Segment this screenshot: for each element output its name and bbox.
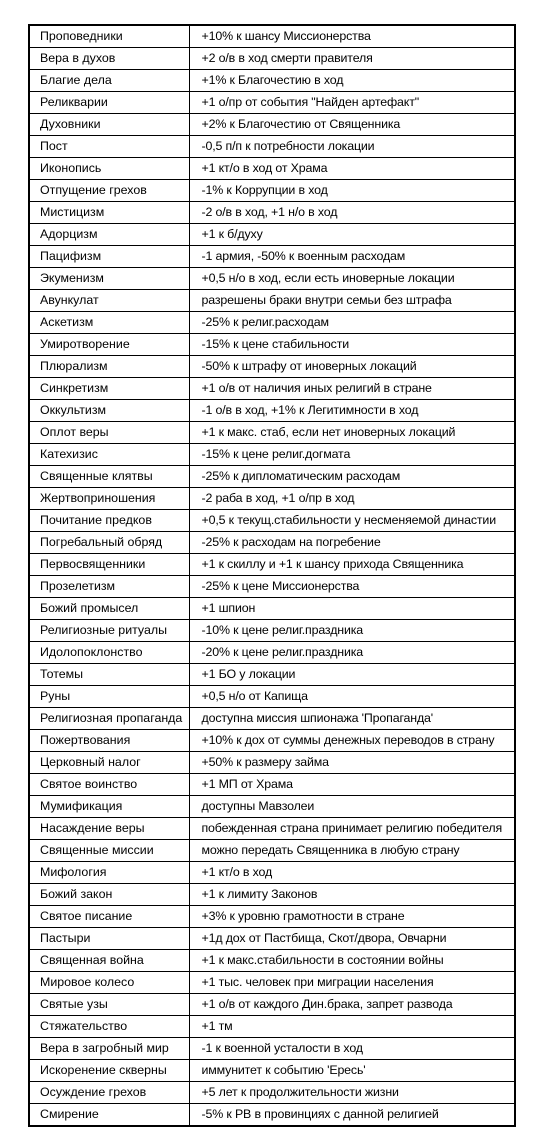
doctrine-name-cell: Искоренение скверны <box>29 1060 189 1082</box>
table-row <box>29 400 515 422</box>
doctrine-effect-cell: -25% к религ.расходам <box>189 312 515 334</box>
doctrine-effect-cell: можно передать Священника в любую страну <box>189 840 515 862</box>
doctrine-name-cell: Святое писание <box>29 906 189 928</box>
doctrine-effect-cell: +1 тыс. человек при миграции населения <box>189 972 515 994</box>
doctrine-name-cell: Экуменизм <box>29 268 189 290</box>
table-row <box>29 422 515 444</box>
doctrine-name-cell: Священные миссии <box>29 840 189 862</box>
doctrine-table-container <box>28 24 514 1127</box>
table-row <box>29 774 515 796</box>
doctrine-effect-cell: разрешены браки внутри семьи без штрафа <box>189 290 515 312</box>
doctrine-name-cell: Религиозная пропаганда <box>29 708 189 730</box>
doctrine-name-cell: Мистицизм <box>29 202 189 224</box>
table-row <box>29 862 515 884</box>
table-row <box>29 928 515 950</box>
doctrine-effect-cell: +1 о/в от каждого Дин.брака, запрет развода <box>189 994 515 1016</box>
table-row <box>29 532 515 554</box>
doctrine-table-body <box>29 25 515 1126</box>
doctrine-name-cell: Авункулат <box>29 290 189 312</box>
table-row <box>29 664 515 686</box>
doctrine-name-cell: Мировое колесо <box>29 972 189 994</box>
table-row <box>29 488 515 510</box>
doctrine-name-cell: Катехизис <box>29 444 189 466</box>
doctrine-effect-cell: +3% к уровню грамотности в стране <box>189 906 515 928</box>
doctrine-name-cell: Церковный налог <box>29 752 189 774</box>
doctrine-effect-cell: иммунитет к событию 'Ересь' <box>189 1060 515 1082</box>
table-row <box>29 268 515 290</box>
doctrine-effect-cell: побежденная страна принимает религию победителя <box>189 818 515 840</box>
table-row <box>29 708 515 730</box>
table-row <box>29 158 515 180</box>
doctrine-effect-cell: +2% к Благочестию от Священника <box>189 114 515 136</box>
table-row <box>29 202 515 224</box>
doctrine-name-cell: Почитание предков <box>29 510 189 532</box>
doctrine-effect-cell: +50% к размеру займа <box>189 752 515 774</box>
table-row <box>29 994 515 1016</box>
doctrine-name-cell: Реликварии <box>29 92 189 114</box>
doctrine-name-cell: Божий промысел <box>29 598 189 620</box>
doctrine-name-cell: Первосвященники <box>29 554 189 576</box>
doctrine-name-cell: Пожертвования <box>29 730 189 752</box>
doctrine-name-cell: Отпущение грехов <box>29 180 189 202</box>
doctrine-effect-cell: +10% к шансу Миссионерства <box>189 25 515 48</box>
table-row <box>29 114 515 136</box>
doctrine-name-cell: Святое воинство <box>29 774 189 796</box>
doctrine-effect-cell: -1% к Коррупции в ход <box>189 180 515 202</box>
doctrine-effect-cell: -20% к цене религ.праздника <box>189 642 515 664</box>
doctrine-effect-cell: +1 к скиллу и +1 к шансу прихода Священника <box>189 554 515 576</box>
table-row <box>29 224 515 246</box>
doctrine-effect-cell: -25% к дипломатическим расходам <box>189 466 515 488</box>
doctrine-name-cell: Плюрализм <box>29 356 189 378</box>
doctrine-name-cell: Мумификация <box>29 796 189 818</box>
table-row <box>29 290 515 312</box>
doctrine-effect-cell: +1 МП от Храма <box>189 774 515 796</box>
doctrine-name-cell: Адорцизм <box>29 224 189 246</box>
table-row <box>29 334 515 356</box>
doctrine-effect-cell: +1д дох от Пастбища, Скот/двора, Овчарни <box>189 928 515 950</box>
doctrine-effect-cell: -15% к цене стабильности <box>189 334 515 356</box>
doctrine-effect-cell: доступна миссия шпионажа 'Пропаганда' <box>189 708 515 730</box>
table-row <box>29 1104 515 1127</box>
table-row <box>29 25 515 48</box>
doctrine-name-cell: Погребальный обряд <box>29 532 189 554</box>
doctrine-effect-cell: доступны Мавзолеи <box>189 796 515 818</box>
doctrine-effect-cell: +1 БО у локации <box>189 664 515 686</box>
doctrine-name-cell: Аскетизм <box>29 312 189 334</box>
doctrine-effect-cell: +1 о/в от наличия иных религий в стране <box>189 378 515 400</box>
doctrine-effect-cell: +1 к макс.стабильности в состоянии войны <box>189 950 515 972</box>
doctrine-effect-cell: +0,5 н/о в ход, если есть иноверные локации <box>189 268 515 290</box>
doctrine-effect-cell: -15% к цене религ.догмата <box>189 444 515 466</box>
doctrine-name-cell: Священные клятвы <box>29 466 189 488</box>
doctrine-name-cell: Вера в духов <box>29 48 189 70</box>
table-row <box>29 906 515 928</box>
doctrine-effect-cell: +2 о/в в ход смерти правителя <box>189 48 515 70</box>
doctrine-name-cell: Оплот веры <box>29 422 189 444</box>
table-row <box>29 796 515 818</box>
doctrine-effect-cell: +1% к Благочестию в ход <box>189 70 515 92</box>
doctrine-name-cell: Божий закон <box>29 884 189 906</box>
doctrine-name-cell: Тотемы <box>29 664 189 686</box>
table-row <box>29 444 515 466</box>
doctrine-name-cell: Мифология <box>29 862 189 884</box>
doctrine-name-cell: Жертвоприношения <box>29 488 189 510</box>
table-row <box>29 312 515 334</box>
doctrine-name-cell: Идолопоклонство <box>29 642 189 664</box>
doctrine-name-cell: Проповедники <box>29 25 189 48</box>
doctrine-name-cell: Пост <box>29 136 189 158</box>
table-row <box>29 1082 515 1104</box>
table-row <box>29 686 515 708</box>
table-row <box>29 1038 515 1060</box>
table-row <box>29 950 515 972</box>
doctrine-name-cell: Прозелетизм <box>29 576 189 598</box>
doctrine-effect-cell: +1 о/пр от события "Найден артефакт" <box>189 92 515 114</box>
doctrine-effect-cell: +1 кт/о в ход <box>189 862 515 884</box>
table-row <box>29 818 515 840</box>
doctrine-effect-cell: +1 шпион <box>189 598 515 620</box>
doctrine-name-cell: Оккультизм <box>29 400 189 422</box>
table-row <box>29 48 515 70</box>
table-row <box>29 466 515 488</box>
doctrine-table <box>28 24 516 1127</box>
doctrine-name-cell: Пацифизм <box>29 246 189 268</box>
doctrine-name-cell: Святые узы <box>29 994 189 1016</box>
table-row <box>29 642 515 664</box>
table-row <box>29 884 515 906</box>
table-row <box>29 378 515 400</box>
doctrine-name-cell: Руны <box>29 686 189 708</box>
doctrine-effect-cell: +1 кт/о в ход от Храма <box>189 158 515 180</box>
table-row <box>29 70 515 92</box>
doctrine-effect-cell: +0,5 к текущ.стабильности у несменяемой династии <box>189 510 515 532</box>
table-row <box>29 840 515 862</box>
doctrine-name-cell: Синкретизм <box>29 378 189 400</box>
table-row <box>29 598 515 620</box>
table-row <box>29 1016 515 1038</box>
doctrine-effect-cell: +5 лет к продолжительности жизни <box>189 1082 515 1104</box>
table-row <box>29 356 515 378</box>
doctrine-name-cell: Насаждение веры <box>29 818 189 840</box>
doctrine-name-cell: Смирение <box>29 1104 189 1127</box>
doctrine-effect-cell: -10% к цене религ.праздника <box>189 620 515 642</box>
doctrine-effect-cell: +1 к лимиту Законов <box>189 884 515 906</box>
doctrine-effect-cell: -1 армия, -50% к военным расходам <box>189 246 515 268</box>
doctrine-name-cell: Благие дела <box>29 70 189 92</box>
table-row <box>29 1060 515 1082</box>
table-row <box>29 576 515 598</box>
doctrine-name-cell: Вера в загробный мир <box>29 1038 189 1060</box>
doctrine-name-cell: Пастыри <box>29 928 189 950</box>
table-row <box>29 246 515 268</box>
doctrine-effect-cell: -25% к расходам на погребение <box>189 532 515 554</box>
table-row <box>29 180 515 202</box>
doctrine-effect-cell: -50% к штрафу от иноверных локаций <box>189 356 515 378</box>
doctrine-effect-cell: +10% к дох от суммы денежных переводов в страну <box>189 730 515 752</box>
doctrine-effect-cell: -0,5 п/п к потребности локации <box>189 136 515 158</box>
doctrine-effect-cell: +1 тм <box>189 1016 515 1038</box>
doctrine-effect-cell: -1 о/в в ход, +1% к Легитимности в ход <box>189 400 515 422</box>
table-row <box>29 136 515 158</box>
doctrine-effect-cell: -2 раба в ход, +1 о/пр в ход <box>189 488 515 510</box>
doctrine-name-cell: Религиозные ритуалы <box>29 620 189 642</box>
doctrine-name-cell: Иконопись <box>29 158 189 180</box>
doctrine-name-cell: Священная война <box>29 950 189 972</box>
doctrine-effect-cell: -1 к военной усталости в ход <box>189 1038 515 1060</box>
table-row <box>29 620 515 642</box>
doctrine-name-cell: Духовники <box>29 114 189 136</box>
doctrine-effect-cell: -2 о/в в ход, +1 н/о в ход <box>189 202 515 224</box>
doctrine-name-cell: Осуждение грехов <box>29 1082 189 1104</box>
table-row <box>29 510 515 532</box>
doctrine-name-cell: Умиротворение <box>29 334 189 356</box>
doctrine-effect-cell: +0,5 н/о от Капища <box>189 686 515 708</box>
table-row <box>29 752 515 774</box>
table-row <box>29 730 515 752</box>
doctrine-name-cell: Стяжательство <box>29 1016 189 1038</box>
doctrine-effect-cell: +1 к б/духу <box>189 224 515 246</box>
doctrine-effect-cell: -5% к РВ в провинциях с данной религией <box>189 1104 515 1127</box>
table-row <box>29 554 515 576</box>
table-row <box>29 972 515 994</box>
doctrine-effect-cell: -25% к цене Миссионерства <box>189 576 515 598</box>
doctrine-effect-cell: +1 к макс. стаб, если нет иноверных локаций <box>189 422 515 444</box>
table-row <box>29 92 515 114</box>
